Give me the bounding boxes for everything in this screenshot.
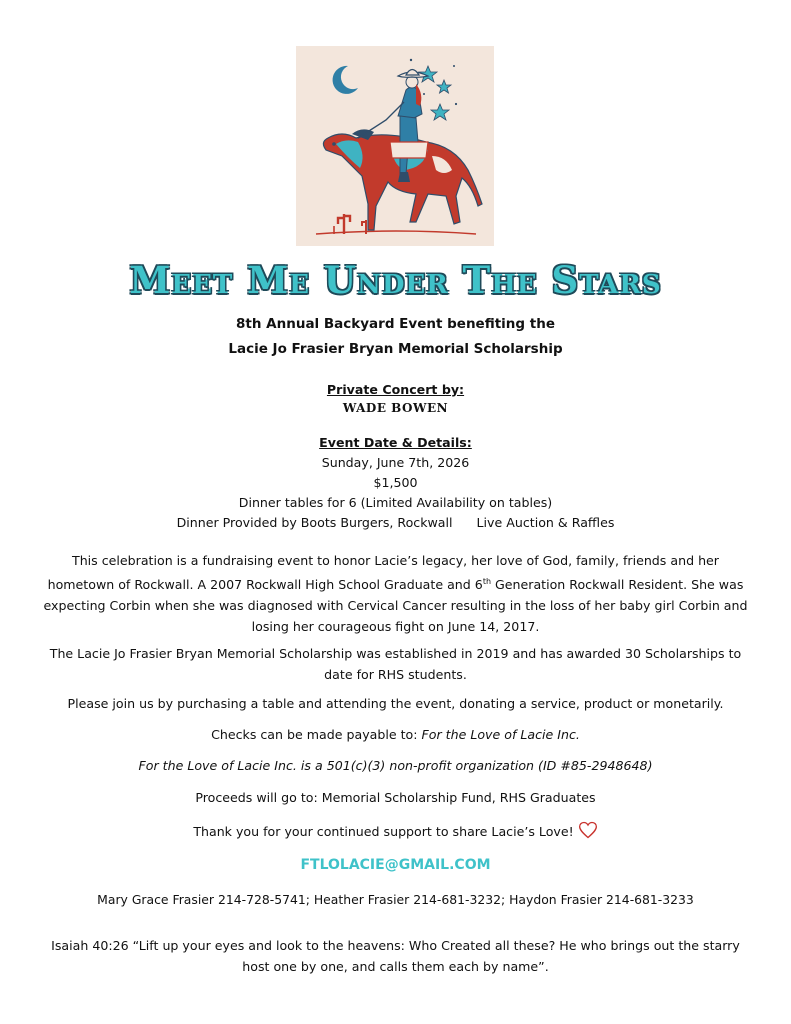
event-details-heading: Event Date & Details: (319, 435, 472, 450)
event-date: Sunday, June 7th, 2026 (321, 455, 470, 470)
checks-payee: For the Love of Lacie Inc. (421, 727, 580, 742)
checks-line: Checks can be made payable to: For the Love of Lacie Inc. (211, 727, 580, 742)
scholarship-paragraph: The Lacie Jo Frasier Bryan Memorial Scholarship was established in 2019 and has awarded 30 Scholarships to date for RHS students. (49, 646, 742, 682)
event-title: Meet Me Under The Stars (129, 258, 662, 302)
thanks-line: Thank you for your continued support to share Lacie’s Love! (0, 820, 791, 840)
scripture-verse: Isaiah 40:26 “Lift up your eyes and look to the heavens: Who Created all these? He who brings out the starry host one by one, and calls them each by name”. (51, 938, 740, 974)
event-dinner-and-extras (0, 515, 791, 530)
contact-phones: Mary Grace Frasier 214-728-5741; Heather Frasier 214-681-3232; Haydon Frasier 214-681-3233 (97, 892, 694, 907)
legacy-paragraph: This celebration is a fundraising event to honor Lacie’s legacy, her love of God, family, friends and her hometown of Rockwall. A 2007 Rockwall High School Graduate and 6th Generation Rockwall Resident. She was expecting Corbin when she was diagnosed with Cervical Cancer resulting in the loss of her baby girl Corbin and losing her courageous fight on June 14, 2017. (43, 553, 748, 635)
event-extras: Live Auction & Raffles (476, 515, 615, 530)
contact-email-link[interactable]: FTLOLACIE@GMAIL.COM (300, 857, 491, 873)
subtitle-line-2: Lacie Jo Frasier Bryan Memorial Scholarship (228, 341, 563, 357)
nonprofit-line: For the Love of Lacie Inc. is a 501(c)(3) non-profit organization (ID #85-2948648) (138, 758, 653, 773)
heart-icon (578, 820, 598, 840)
performer-name: WADE BOWEN (342, 401, 449, 415)
cowgirl-horse-artwork-icon (296, 46, 494, 246)
subtitle-line-1: 8th Annual Backyard Event benefiting the (236, 316, 555, 332)
proceeds-line: Proceeds will go to: Memorial Scholarship Fund, RHS Graduates (195, 790, 596, 805)
event-dinner: Dinner Provided by Boots Burgers, Rockwall (176, 515, 453, 530)
concert-heading: Private Concert by: (326, 382, 465, 397)
join-paragraph: Please join us by purchasing a table and attending the event, donating a service, product or monetarily. (67, 696, 724, 711)
event-price: $1,500 (373, 475, 418, 490)
event-tables: Dinner tables for 6 (Limited Availability on tables) (238, 495, 553, 510)
